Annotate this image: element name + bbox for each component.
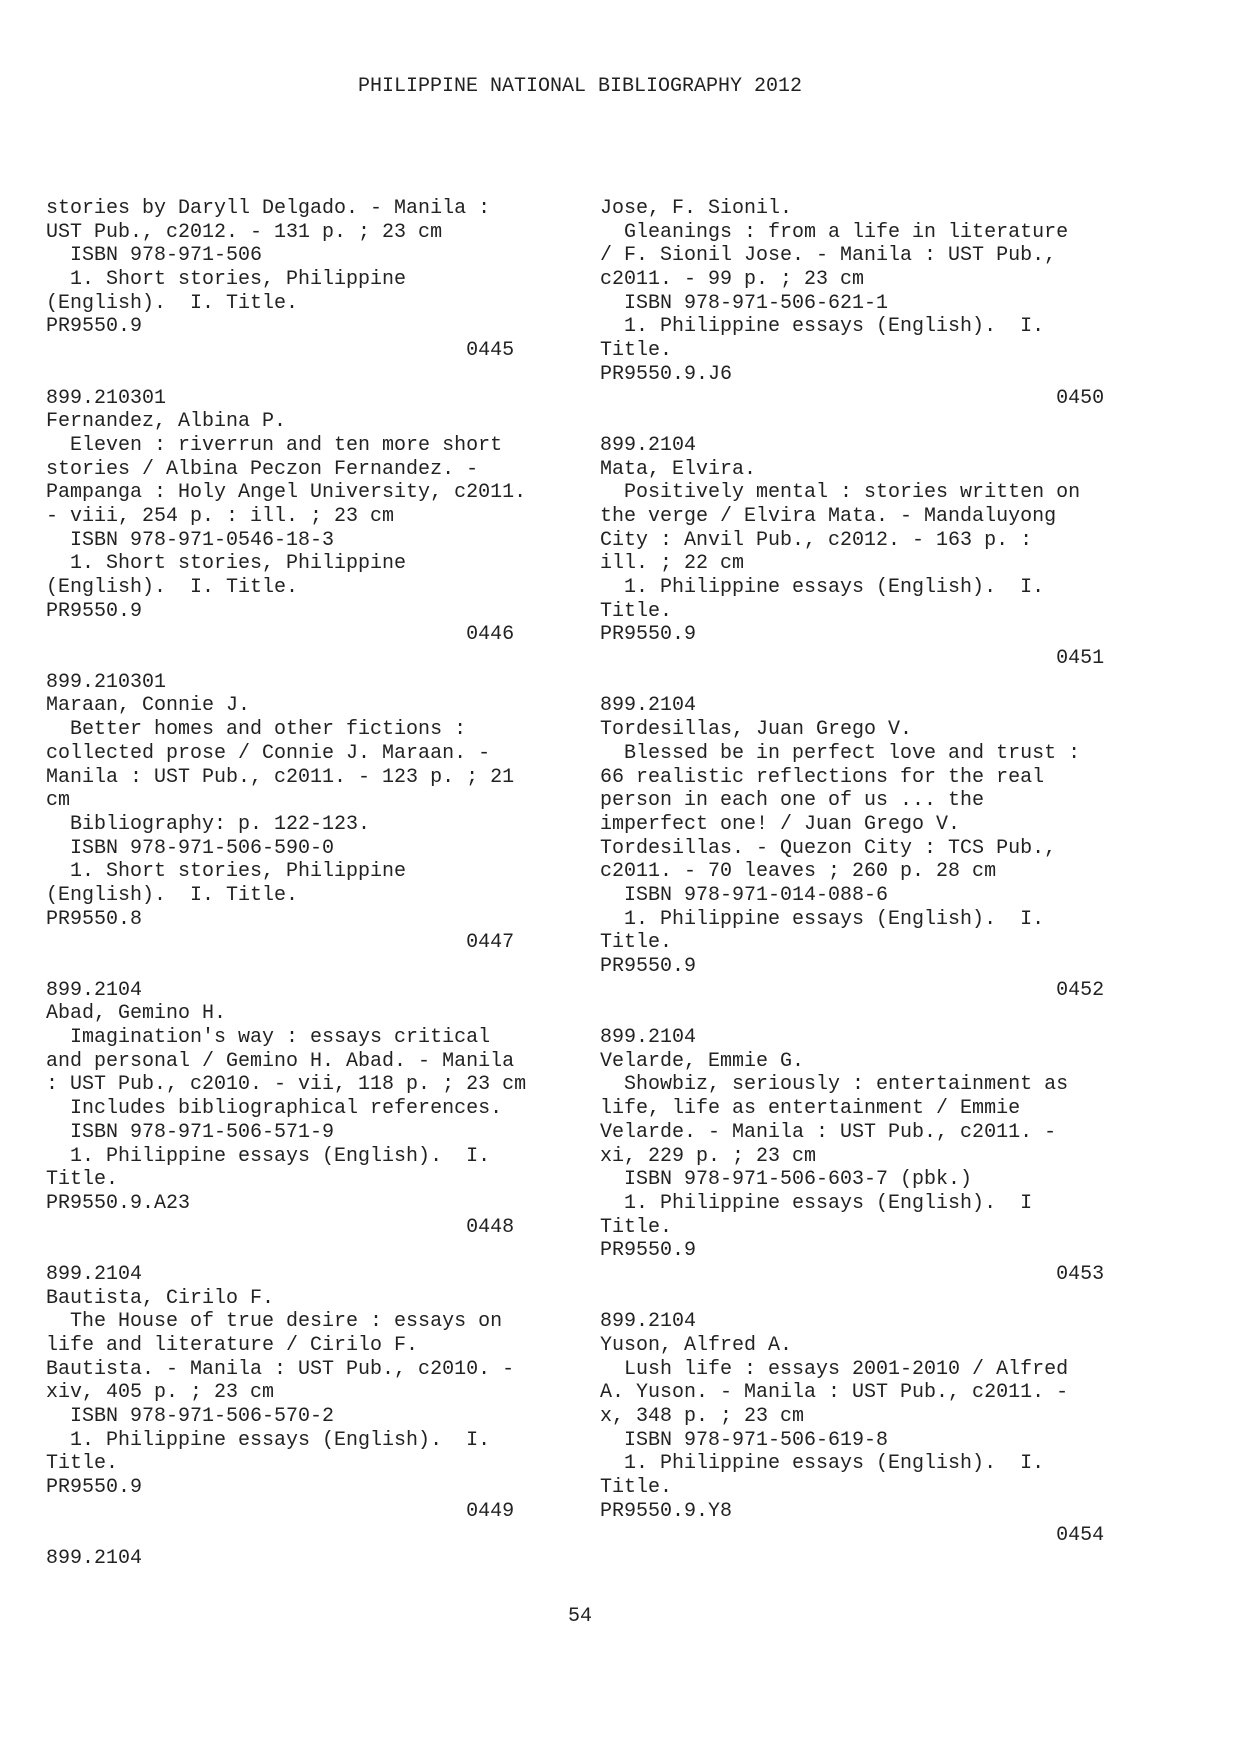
bibliography-line: ISBN 978-971-506-590-0 xyxy=(46,836,335,860)
bibliography-line: ISBN 978-971-0546-18-3 xyxy=(46,528,335,552)
bibliography-line xyxy=(46,1524,526,1548)
bibliography-line: 899.2104 xyxy=(600,1310,697,1334)
bibliography-line: 1. Short stories, Philippine xyxy=(46,268,407,292)
bibliography-line: Pampanga : Holy Angel University, c2011. xyxy=(46,481,527,505)
bibliography-line: 0448 xyxy=(46,1215,515,1239)
bibliography-line: ISBN 978-971-014-088-6 xyxy=(600,883,889,907)
bibliography-line: / F. Sionil Jose. - Manila : UST Pub., xyxy=(600,244,1057,268)
bibliography-line: ISBN 978-971-506-570-2 xyxy=(46,1405,335,1429)
bibliography-line: : UST Pub., c2010. - vii, 118 p. ; 23 cm xyxy=(46,1073,527,1097)
bibliography-line: 0454 xyxy=(600,1523,1105,1547)
page-number: 54 xyxy=(567,1605,592,1628)
bibliography-line: Title. xyxy=(600,599,673,623)
bibliography-line: 899.2104 xyxy=(600,694,697,718)
bibliography-line: Manila : UST Pub., c2011. - 123 p. ; 21 xyxy=(46,765,515,789)
bibliography-line: Yuson, Alfred A. xyxy=(600,1334,793,1357)
bibliography-line: 0451 xyxy=(600,647,1105,671)
bibliography-line: 899.210301 xyxy=(46,670,167,694)
bibliography-line: PR9550.9.A23 xyxy=(46,1191,191,1215)
bibliography-line: c2011. - 99 p. ; 23 cm xyxy=(600,268,865,292)
left-column xyxy=(46,197,526,1571)
bibliography-line: ISBN 978-971-506-619-8 xyxy=(600,1428,889,1452)
bibliography-line: collected prose / Connie J. Maraan. - xyxy=(46,741,491,765)
bibliography-line: xi, 229 p. ; 23 cm xyxy=(600,1144,817,1168)
bibliography-line: Title. xyxy=(600,1476,673,1500)
bibliography-line: (English). I. Title. xyxy=(46,883,299,907)
bibliography-line: stories by Daryll Delgado. - Manila : xyxy=(46,197,491,220)
bibliography-line: ISBN 978-971-506 xyxy=(46,244,263,268)
bibliography-line: PR9550.9 xyxy=(600,955,697,978)
bibliography-line: 1. Philippine essays (English). I. xyxy=(600,315,1045,339)
bibliography-line: (English). I. Title. xyxy=(46,291,299,315)
page-header: PHILIPPINE NATIONAL BIBLIOGRAPHY 2012 xyxy=(357,75,803,98)
bibliography-line: 899.2104 xyxy=(46,1547,143,1571)
bibliography-line: person in each one of us ... the xyxy=(600,789,985,813)
bibliography-line: Bautista. - Manila : UST Pub., c2010. - xyxy=(46,1357,515,1381)
bibliography-line: the verge / Elvira Mata. - Mandaluyong xyxy=(600,504,1057,528)
bibliography-line: PR9550.8 xyxy=(46,907,143,931)
bibliography-line: Fernandez, Albina P. xyxy=(46,410,287,434)
bibliography-line: 899.2104 xyxy=(46,1262,143,1286)
bibliography-line: cm xyxy=(46,789,71,813)
bibliography-line: Imagination's way : essays critical xyxy=(46,1026,491,1050)
bibliography-line: 1. Short stories, Philippine xyxy=(46,860,407,884)
bibliography-line: Mata, Elvira. xyxy=(600,457,757,481)
bibliography-line: The House of true desire : essays on xyxy=(46,1310,503,1334)
bibliography-line: Abad, Gemino H. xyxy=(46,1002,227,1026)
bibliography-line: 0453 xyxy=(600,1262,1105,1286)
bibliography-line: 0446 xyxy=(46,623,515,647)
bibliography-line xyxy=(46,647,526,671)
bibliography-line: Tordesillas, Juan Grego V. xyxy=(600,718,913,742)
bibliography-line: Title. xyxy=(600,339,673,363)
bibliography-line: Blessed be in perfect love and trust : xyxy=(600,741,1081,765)
bibliography-line: Title. xyxy=(46,1168,119,1192)
bibliography-line xyxy=(600,1287,1104,1311)
bibliography-line: Maraan, Connie J. xyxy=(46,694,251,718)
bibliography-line: 899.2104 xyxy=(600,1026,697,1050)
bibliography-line: PR9550.9 xyxy=(600,1239,697,1263)
bibliography-line: life, life as entertainment / Emmie xyxy=(600,1097,1021,1121)
bibliography-line: Lush life : essays 2001-2010 / Alfred xyxy=(600,1357,1069,1381)
bibliography-line xyxy=(46,955,526,979)
bibliography-line: x, 348 p. ; 23 cm xyxy=(600,1405,805,1429)
bibliography-line: A. Yuson. - Manila : UST Pub., c2011. - xyxy=(600,1381,1069,1405)
bibliography-line xyxy=(46,1239,526,1263)
bibliography-line: ISBN 978-971-506-603-7 (pbk.) xyxy=(600,1168,973,1192)
bibliography-line: 1. Philippine essays (English). I. xyxy=(46,1428,491,1452)
bibliography-line: 0445 xyxy=(46,339,515,363)
bibliography-line: 0452 xyxy=(600,978,1105,1002)
bibliography-line: Tordesillas. - Quezon City : TCS Pub., xyxy=(600,836,1057,860)
bibliography-line: 899.2104 xyxy=(46,978,143,1002)
bibliography-line xyxy=(600,671,1104,695)
bibliography-line: PR9550.9 xyxy=(46,599,143,623)
bibliography-line: Velarde, Emmie G. xyxy=(600,1049,805,1073)
bibliography-line: stories / Albina Peczon Fernandez. - xyxy=(46,457,479,481)
bibliography-line: ill. ; 22 cm xyxy=(600,552,745,576)
bibliography-line: - viii, 254 p. : ill. ; 23 cm xyxy=(46,504,395,528)
bibliography-line: 66 realistic reflections for the real xyxy=(600,765,1045,789)
bibliography-line: (English). I. Title. xyxy=(46,576,299,599)
bibliography-line xyxy=(600,410,1104,434)
bibliography-line: City : Anvil Pub., c2012. - 163 p. : xyxy=(600,528,1033,552)
bibliography-line: 1. Philippine essays (English). I. xyxy=(600,907,1045,931)
bibliography-line: Title. xyxy=(46,1452,119,1476)
bibliography-line: Title. xyxy=(600,1215,673,1239)
bibliography-line: PR9550.9 xyxy=(46,315,143,339)
bibliography-line: life and literature / Cirilo F. xyxy=(46,1334,419,1357)
bibliography-line: and personal / Gemino H. Abad. - Manila xyxy=(46,1049,515,1073)
bibliography-line: PR9550.9.J6 xyxy=(600,362,733,386)
bibliography-line: Title. xyxy=(600,931,673,955)
bibliography-line: 1. Philippine essays (English). I. xyxy=(46,1144,491,1168)
bibliography-line: Velarde. - Manila : UST Pub., c2011. - xyxy=(600,1120,1057,1144)
bibliography-line: Better homes and other fictions : xyxy=(46,718,467,742)
bibliography-line: Bautista, Cirilo F. xyxy=(46,1286,275,1310)
bibliography-line xyxy=(46,363,526,387)
bibliography-line: ISBN 978-971-506-621-1 xyxy=(600,291,889,315)
bibliography-line: PR9550.9 xyxy=(46,1476,143,1500)
bibliography-line: PR9550.9 xyxy=(600,623,697,647)
bibliography-line: 1. Philippine essays (English). I. xyxy=(600,1452,1045,1476)
bibliography-line: ISBN 978-971-506-571-9 xyxy=(46,1120,335,1144)
bibliography-line: c2011. - 70 leaves ; 260 p. 28 cm xyxy=(600,860,997,884)
right-column xyxy=(600,197,1104,1547)
bibliography-line: xiv, 405 p. ; 23 cm xyxy=(46,1381,275,1405)
bibliography-line: 1. Short stories, Philippine xyxy=(46,552,407,576)
bibliography-line: 1. Philippine essays (English). I xyxy=(600,1191,1033,1215)
bibliography-line: 1. Philippine essays (English). I. xyxy=(600,576,1045,599)
bibliography-line: 0450 xyxy=(600,386,1105,410)
bibliography-line: Eleven : riverrun and ten more short xyxy=(46,433,503,457)
bibliography-line xyxy=(600,1002,1104,1026)
bibliography-line: 899.210301 xyxy=(46,386,167,410)
bibliography-line: 0449 xyxy=(46,1499,515,1523)
bibliography-line: Includes bibliographical references. xyxy=(46,1097,503,1121)
bibliography-line: Bibliography: p. 122-123. xyxy=(46,812,371,836)
bibliography-line: Gleanings : from a life in literature xyxy=(600,220,1069,244)
bibliography-line: 0447 xyxy=(46,931,515,955)
bibliography-line: imperfect one! / Juan Grego V. xyxy=(600,812,961,836)
bibliography-line: Jose, F. Sionil. xyxy=(600,197,793,220)
bibliography-line: Showbiz, seriously : entertainment as xyxy=(600,1073,1069,1097)
bibliography-line: UST Pub., c2012. - 131 p. ; 23 cm xyxy=(46,220,443,244)
bibliography-line: Positively mental : stories written on xyxy=(600,481,1081,505)
bibliography-line: 899.2104 xyxy=(600,433,697,457)
bibliography-line: PR9550.9.Y8 xyxy=(600,1499,733,1523)
